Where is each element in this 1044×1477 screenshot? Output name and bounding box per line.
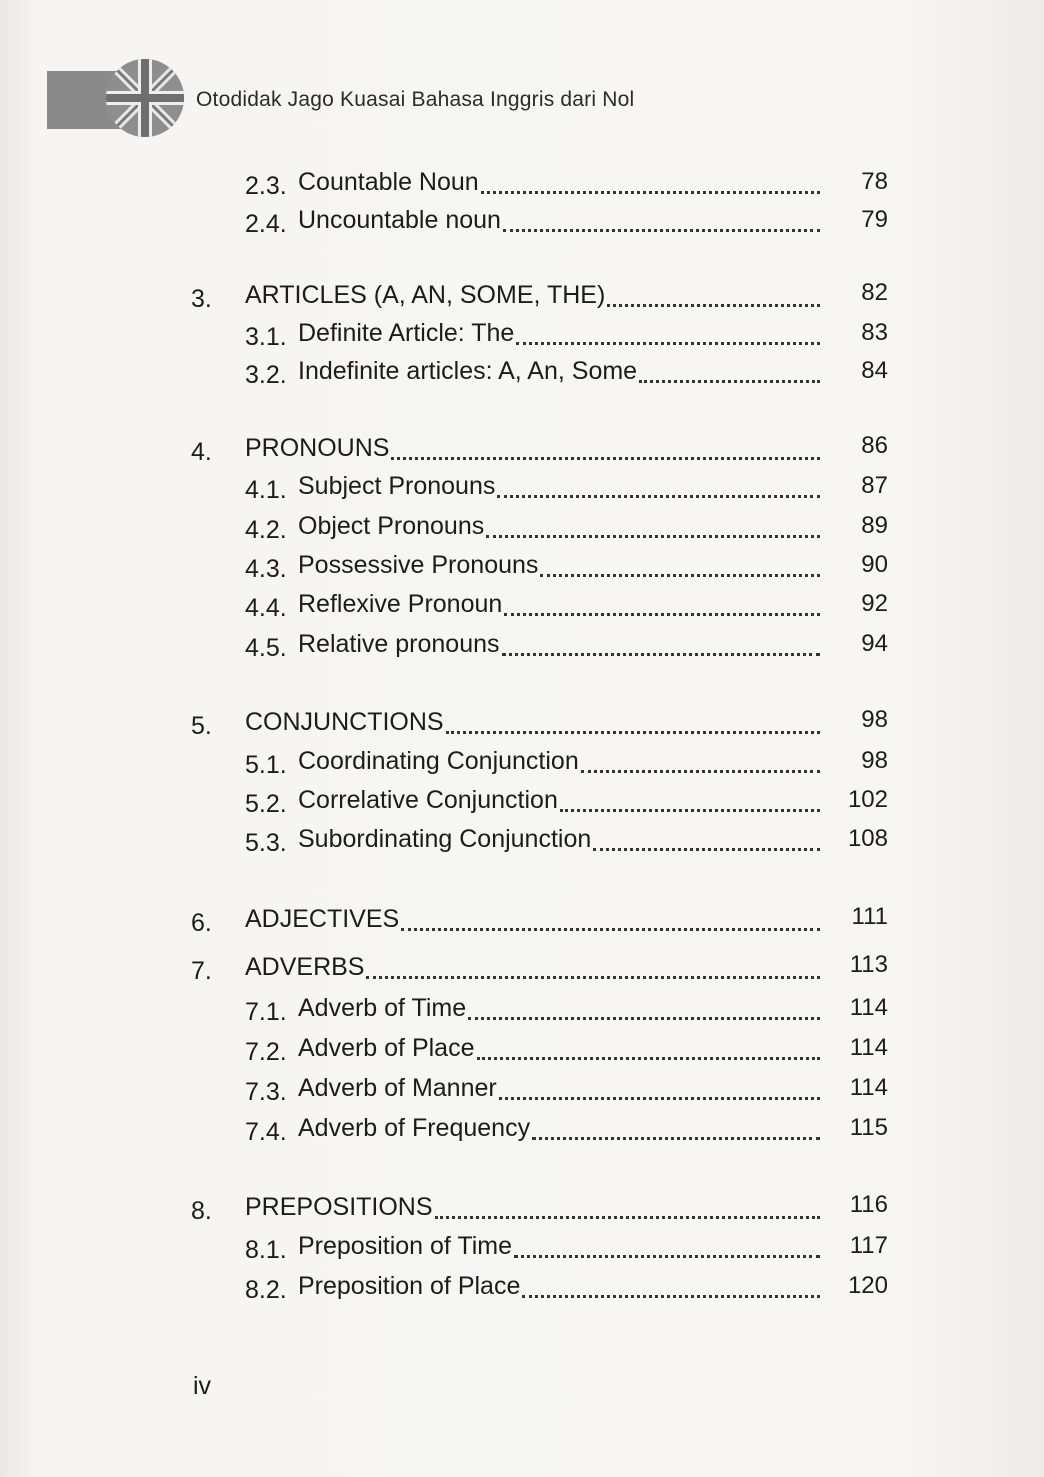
toc-section-number: 8.2. (245, 1276, 287, 1304)
toc-chapter-number: 5. (191, 712, 212, 740)
toc-chapter-entry[interactable] (245, 708, 820, 740)
toc-section-entry[interactable] (298, 512, 820, 544)
toc-page-number: 92 (861, 590, 888, 617)
toc-dot-leader (593, 822, 820, 851)
toc-dot-leader (503, 203, 820, 232)
toc-page-number: 113 (849, 951, 888, 978)
toc-dot-leader (391, 431, 820, 460)
toc-section-entry[interactable] (298, 1074, 820, 1106)
toc-page-number: 82 (861, 279, 888, 306)
toc-section-title: Subject Pronouns (298, 472, 496, 500)
toc-chapter-entry[interactable] (245, 905, 820, 937)
toc-chapter-title: ADVERBS (245, 953, 365, 981)
toc-section-title: Possessive Pronouns (298, 551, 539, 579)
toc-chapter-title: PREPOSITIONS (245, 1193, 433, 1221)
toc-section-entry[interactable] (298, 630, 820, 662)
toc-page-number: 84 (861, 357, 888, 384)
toc-section-title: Reflexive Pronoun (298, 590, 503, 618)
toc-section-title: Uncountable noun (298, 206, 501, 234)
toc-section-number: 7.4. (245, 1118, 287, 1146)
toc-chapter-number: 7. (191, 957, 212, 985)
toc-section-number: 5.2. (245, 790, 287, 818)
toc-section-title: Indefinite articles: A, An, Some (298, 357, 638, 385)
toc-chapter-title: CONJUNCTIONS (245, 708, 444, 736)
toc-chapter-entry[interactable] (245, 1193, 820, 1225)
toc-section-title: Adverb of Place (298, 1034, 475, 1062)
toc-section-title: Subordinating Conjunction (298, 825, 592, 853)
toc-section-number: 4.4. (245, 594, 287, 622)
toc-dot-leader (497, 469, 820, 498)
toc-section-number: 5.3. (245, 829, 287, 857)
toc-chapter-title: PRONOUNS (245, 434, 390, 462)
toc-section-number: 4.3. (245, 555, 287, 583)
toc-section-entry[interactable] (298, 786, 820, 818)
toc-section-entry[interactable] (298, 1272, 820, 1304)
toc-section-number: 2.4. (245, 210, 287, 238)
toc-chapter-number: 3. (191, 285, 212, 313)
toc-dot-leader (481, 165, 820, 194)
toc-dot-leader (522, 1269, 820, 1298)
toc-section-title: Preposition of Place (298, 1272, 521, 1300)
toc-dot-leader (504, 587, 820, 616)
running-header-title: Otodidak Jago Kuasai Bahasa Inggris dari Nol (196, 88, 635, 111)
toc-dot-leader (446, 705, 820, 734)
toc-page-number: 114 (849, 994, 888, 1021)
toc-section-entry[interactable] (298, 1114, 820, 1146)
toc-section-title: Preposition of Time (298, 1232, 512, 1260)
toc-page-number: 90 (861, 551, 888, 578)
toc-page-number: 94 (861, 630, 888, 657)
toc-page-number: 79 (861, 206, 888, 233)
toc-page-number: 114 (849, 1074, 888, 1101)
toc-chapter-number: 6. (191, 909, 212, 937)
toc-section-title: Adverb of Manner (298, 1074, 497, 1102)
toc-section-entry[interactable] (298, 206, 820, 238)
toc-chapter-number: 4. (191, 438, 212, 466)
toc-page-number: 117 (849, 1232, 888, 1259)
toc-page-number: 102 (847, 786, 888, 813)
toc-dot-leader (499, 1071, 820, 1100)
toc-section-title: Object Pronouns (298, 512, 485, 540)
toc-page-number: 111 (851, 903, 888, 930)
toc-section-number: 7.2. (245, 1038, 287, 1066)
toc-dot-leader (366, 950, 820, 979)
toc-dot-leader (486, 509, 820, 538)
toc-chapter-title: ADJECTIVES (245, 905, 400, 933)
toc-section-entry[interactable] (298, 825, 820, 857)
toc-section-number: 4.1. (245, 476, 287, 504)
toc-section-number: 7.3. (245, 1078, 287, 1106)
toc-dot-leader (560, 783, 820, 812)
toc-page-number: 78 (861, 168, 888, 195)
toc-page-number: 98 (861, 706, 888, 733)
toc-section-entry[interactable] (298, 472, 820, 504)
toc-section-entry[interactable] (298, 319, 820, 351)
toc-section-title: Relative pronouns (298, 630, 500, 658)
toc-section-entry[interactable] (298, 551, 820, 583)
toc-chapter-entry[interactable] (245, 953, 820, 985)
toc-dot-leader (639, 354, 820, 383)
toc-chapter-entry[interactable] (245, 434, 820, 466)
toc-dot-leader (502, 627, 820, 656)
toc-page-number: 83 (861, 319, 888, 346)
toc-section-number: 4.5. (245, 634, 287, 662)
toc-chapter-entry[interactable] (245, 281, 820, 313)
page-number: iv (193, 1372, 212, 1400)
toc-section-title: Adverb of Frequency (298, 1114, 531, 1142)
toc-page-number: 115 (849, 1114, 888, 1141)
toc-section-entry[interactable] (298, 747, 820, 779)
toc-page-number: 87 (861, 472, 888, 499)
toc-section-entry[interactable] (298, 1034, 820, 1066)
toc-page-number: 114 (849, 1034, 888, 1061)
toc-dot-leader (468, 991, 820, 1020)
toc-page-number: 86 (861, 432, 888, 459)
toc-section-title: Countable Noun (298, 168, 479, 196)
toc-dot-leader (607, 278, 820, 307)
toc-section-number: 3.2. (245, 361, 287, 389)
toc-page-number: 108 (847, 825, 888, 852)
toc-page-number: 116 (849, 1191, 888, 1218)
toc-page-number: 89 (861, 512, 888, 539)
toc-dot-leader (435, 1190, 820, 1219)
toc-dot-leader (514, 1229, 820, 1258)
toc-section-number: 8.1. (245, 1236, 287, 1264)
toc-dot-leader (401, 902, 820, 931)
toc-section-entry[interactable] (298, 590, 820, 622)
toc-dot-leader (477, 1031, 821, 1060)
toc-dot-leader (540, 548, 820, 577)
toc-dot-leader (581, 744, 820, 773)
toc-section-title: Coordinating Conjunction (298, 747, 579, 775)
toc-section-title: Correlative Conjunction (298, 786, 558, 814)
toc-section-number: 2.3. (245, 172, 287, 200)
toc-section-entry[interactable] (298, 357, 820, 389)
toc-section-entry[interactable] (298, 1232, 820, 1264)
toc-section-number: 7.1. (245, 998, 287, 1026)
toc-section-number: 3.1. (245, 323, 287, 351)
toc-chapter-title: ARTICLES (A, AN, SOME, THE) (245, 281, 606, 309)
toc-section-title: Definite Article: The (298, 319, 515, 347)
toc-page-number: 120 (847, 1272, 888, 1299)
toc-section-title: Adverb of Time (298, 994, 467, 1022)
toc-section-number: 4.2. (245, 516, 287, 544)
toc-chapter-number: 8. (191, 1197, 212, 1225)
toc-dot-leader (516, 316, 820, 345)
toc-section-entry[interactable] (298, 168, 820, 200)
toc-dot-leader (532, 1111, 820, 1140)
toc-section-number: 5.1. (245, 751, 287, 779)
toc-section-entry[interactable] (298, 994, 820, 1026)
toc-page-number: 98 (861, 747, 888, 774)
